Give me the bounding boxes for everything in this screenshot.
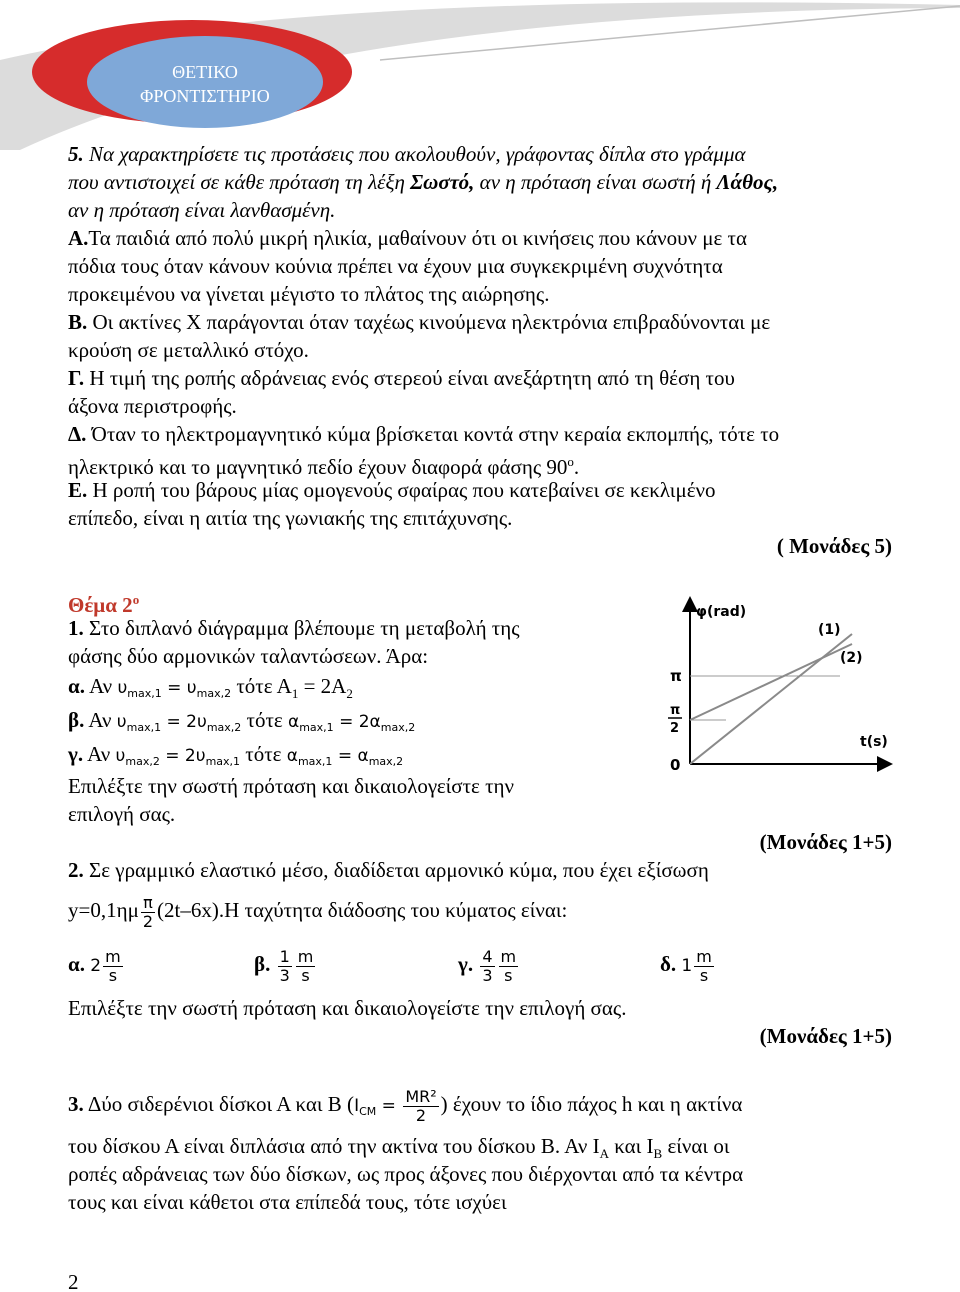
q1-number: 1. <box>68 616 84 640</box>
q2-choose: Επιλέξτε την σωστή πρόταση και δικαιολογείστε την επιλογή σας. <box>68 996 627 1020</box>
q5-b-line2: κρούση σε μεταλλικό στόχο. <box>68 338 309 362</box>
q5-g-line2: άξονα περιστροφής. <box>68 394 237 418</box>
q3-line1: 3. Δύο σιδερένιοι δίσκοι Α και Β ($I_{CM}$ = $\frac{\text{MR²}}{2}$ ) έχουν το ίδιο πάχος h και η ακτίνα <box>68 1086 743 1125</box>
q1-line2: φάσης δύο αρμονικών ταλαντώσεων. Άρα: <box>68 644 429 668</box>
q5-a-label: Α. <box>68 226 89 250</box>
q2-option-g: γ. $\frac{4}{3}$ $\frac{m}{s}$ <box>458 946 517 985</box>
q2-equation-fraction: $\frac{\pi}{2}$ <box>142 892 154 931</box>
q5-d-line2: ηλεκτρικό και το μαγνητικό πεδίο έχουν διαφορά φάσης $90^o$. <box>68 454 580 479</box>
q5-a-line2: πόδια τους όταν κάνουν κούνια πρέπει να έχουν μια συγκεκριμένη συχνότητα <box>68 254 723 278</box>
q5-d-label: Δ. <box>68 422 87 446</box>
q2-option-d: δ. 1 $\frac{m}{s}$ <box>660 946 712 985</box>
q5-e-label: Ε. <box>68 478 88 502</box>
q5-intro-line2: που αντιστοιχεί σε κάθε πρόταση τη λέξη Σωστό, αν η πρόταση είναι σωστή ή Λάθος, <box>68 170 779 194</box>
q2-marks: (Μονάδες 1+5) <box>759 1024 892 1048</box>
y-tick-pi-half: π <box>670 703 681 718</box>
series-1-line <box>690 634 852 764</box>
q3-line4: τους και είναι κάθετοι στα επίπεδά τους, τότε ισχύει <box>68 1190 507 1214</box>
q5-b-line1: Β. Οι ακτίνες Χ παράγονται όταν ταχέως κινούμενα ηλεκτρόνια επιβραδύνονται με <box>68 310 771 334</box>
header-logo <box>100 60 310 108</box>
y-axis-label: φ(rad) <box>696 604 747 620</box>
q3-number: 3. <box>68 1092 84 1116</box>
q3-line3: ροπές αδράνειας των δύο δίσκων, ως προς άξονες που διέρχονται από τα κέντρα <box>68 1162 744 1186</box>
q5-e-line1: Ε. Η ροπή του βάρους μίας ομογενούς σφαίρας που κατεβαίνει σε κεκλιμένο <box>68 478 716 502</box>
theme2-title: Θέμα $2^o$ <box>68 592 140 617</box>
q1-option-a: α. Αν $\upsilon_{max,1} = \upsilon_{max,2}$ τότε $A_1 = 2A_2$ <box>68 674 353 702</box>
q3-inertia-fraction: $\frac{\text{MR²}}{2}$ <box>405 1086 437 1125</box>
q2-number: 2. <box>68 858 84 882</box>
q5-number: 5. <box>68 142 84 166</box>
q1-line1: 1. Στο διπλανό διάγραμμα βλέπουμε τη μεταβολή της <box>68 616 520 640</box>
q2-option-a: α. 2 $\frac{m}{s}$ <box>68 946 121 985</box>
x-axis-label: t(s) <box>860 734 888 750</box>
y-tick-pi: π <box>670 667 682 685</box>
q1-option-b: β. Αν $\upsilon_{max,1} = 2\upsilon_{max,2}$ τότε $\alpha_{max,1} = 2\alpha_{max,2}$ <box>68 708 416 734</box>
q1-option-g: γ. Αν $\upsilon_{max,2} = 2\upsilon_{max,1}$ τότε $\alpha_{max,1} = \alpha_{max,2}$ <box>68 742 404 768</box>
q5-intro-line3: αν η πρόταση είναι λανθασμένη. <box>68 198 336 222</box>
q1-marks: (Μονάδες 1+5) <box>759 830 892 854</box>
q5-intro-line1: 5. Να χαρακτηρίσετε τις προτάσεις που ακολουθούν, γράφοντας δίπλα στο γράμμα <box>68 142 746 166</box>
page-number: 2 <box>68 1270 79 1292</box>
q5-a-line1: Α.Τα παιδιά από πολύ μικρή ηλικία, μαθαίνουν ότι οι κινήσεις που κάνουν με τα <box>68 226 747 250</box>
series-1-label: (1) <box>818 622 841 638</box>
logo-line1: ΘΕΤΙΚΟ <box>172 62 238 82</box>
q1-choose-line1: Επιλέξτε την σωστή πρόταση και δικαιολογείστε την <box>68 774 515 798</box>
q1-choose-line2: επιλογή σας. <box>68 802 176 826</box>
q5-e-line2: επίπεδο, είναι η αιτία της γωνιακής της επιτάχυνσης. <box>68 506 513 530</box>
q2-line1: 2. Σε γραμμικό ελαστικό μέσο, διαδίδεται αρμονικό κύμα, που έχει εξίσωση <box>68 858 709 882</box>
q5-b-label: Β. <box>68 310 88 334</box>
q5-g-label: Γ. <box>68 366 85 390</box>
y-tick-zero: 0 <box>670 756 681 774</box>
series-2-label: (2) <box>840 650 863 666</box>
series-2-line <box>690 644 852 720</box>
q5-g-line1: Γ. Η τιμή της ροπής αδράνειας ενός στερεού είναι ανεξάρτητη από τη θέση του <box>68 366 735 390</box>
q5-a-line3: προκειμένου να γίνεται μέγιστο το πλάτος της αιώρησης. <box>68 282 550 306</box>
phase-chart <box>660 594 900 784</box>
q2-option-b: β. $\frac{1}{3}$ $\frac{m}{s}$ <box>254 946 314 985</box>
q5-marks: ( Μονάδες 5) <box>776 534 892 558</box>
q3-line2: του δίσκου Α είναι διπλάσια από την ακτίνα του δίσκου Β. Αν $I_A$ και $I_B$ είναι οι <box>68 1134 730 1162</box>
logo-line2: ΦΡΟΝΤΙΣΤΗΡΙΟ <box>140 86 270 106</box>
q2-equation: y=0,1ημ $\frac{\pi}{2}$ (2t–6x).Η ταχύτητα διάδοσης του κύματος είναι: <box>68 892 568 931</box>
y-tick-pi-half-den: 2 <box>670 721 680 736</box>
q5-d-line1: Δ. Όταν το ηλεκτρομαγνητικό κύμα βρίσκεται κοντά στην κεραία εκπομπής, τότε το <box>68 422 780 446</box>
